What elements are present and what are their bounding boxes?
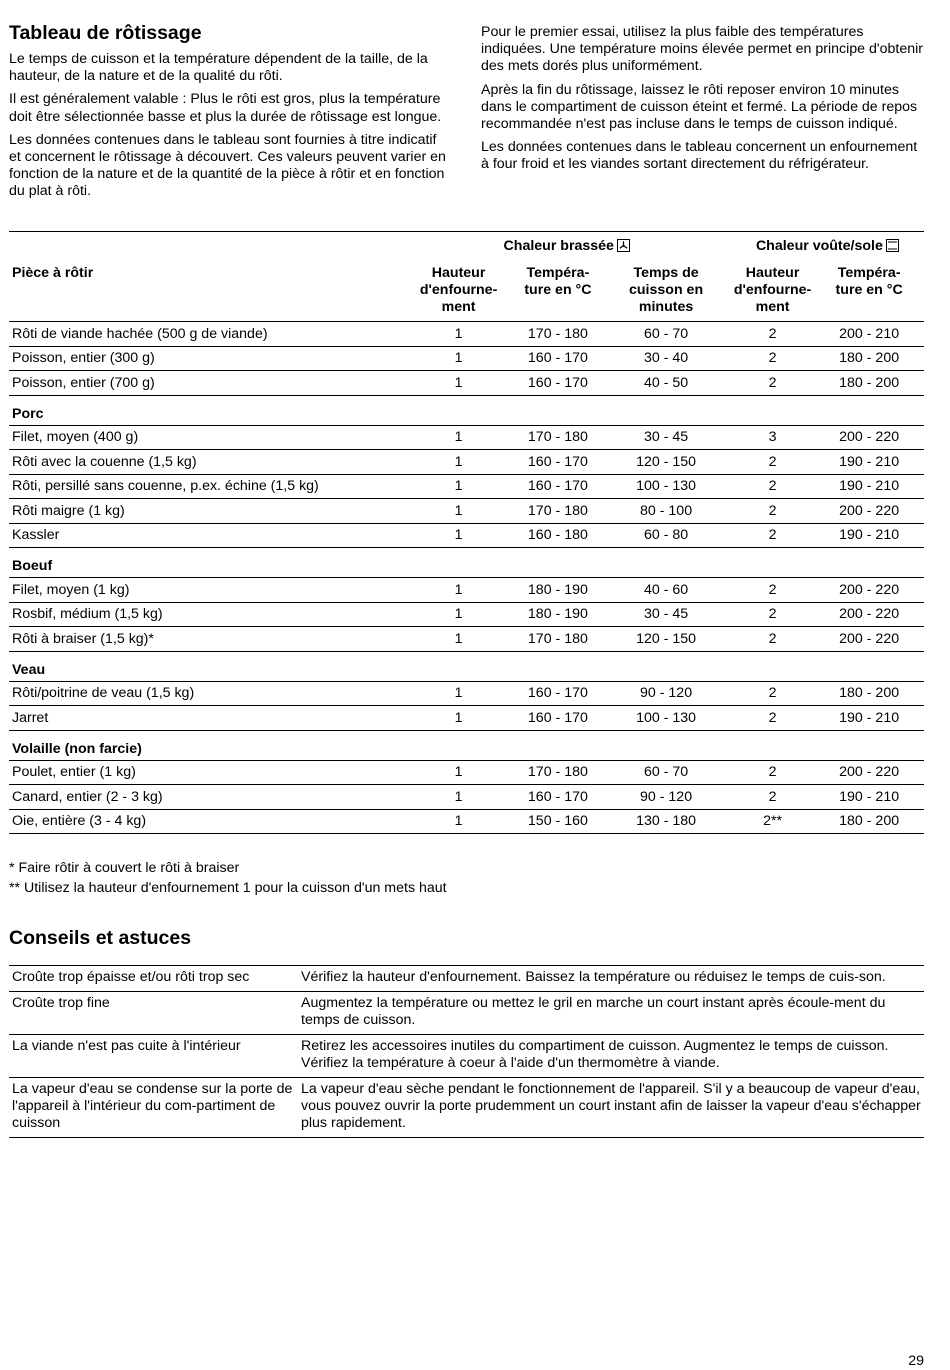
section-title: Porc bbox=[9, 395, 924, 425]
cell-temp-2: 190 - 210 bbox=[814, 450, 924, 475]
table-row bbox=[9, 346, 924, 371]
cell-height-2: 2 bbox=[731, 322, 814, 347]
cell-temp: 170 - 180 bbox=[514, 425, 601, 450]
table-row bbox=[9, 499, 924, 524]
cell-height: 1 bbox=[403, 346, 515, 371]
cell-temp-2: 180 - 200 bbox=[814, 346, 924, 371]
cell-time: 100 - 130 bbox=[601, 474, 730, 499]
tip-problem: Croûte trop épaisse et/ou rôti trop sec bbox=[9, 966, 298, 992]
intro-right-column bbox=[481, 24, 926, 180]
section-row bbox=[9, 395, 924, 425]
intro-paragraph: Après la fin du rôtissage, laissez le rôti reposer environ 10 minutes dans le compartiment de cuisson éteint et fermé. La période de repos recommandée n'est pas incluse dans le temps de cuisson indiqué. bbox=[481, 81, 918, 133]
cell-piece: Rôti avec la couenne (1,5 kg) bbox=[9, 450, 403, 475]
cell-temp: 180 - 190 bbox=[514, 578, 601, 603]
table-row bbox=[9, 627, 924, 652]
cell-time: 120 - 150 bbox=[601, 627, 730, 652]
cell-height: 1 bbox=[403, 760, 515, 785]
cell-height: 1 bbox=[403, 809, 515, 834]
cell-piece: Oie, entière (3 - 4 kg) bbox=[9, 809, 403, 834]
cell-time: 120 - 150 bbox=[601, 450, 730, 475]
table-footnotes bbox=[9, 858, 447, 898]
cell-temp: 160 - 170 bbox=[514, 371, 601, 396]
cell-time: 80 - 100 bbox=[601, 499, 730, 524]
cell-height: 1 bbox=[403, 602, 515, 627]
cell-height: 1 bbox=[403, 474, 515, 499]
table-row bbox=[9, 602, 924, 627]
tips-row bbox=[9, 1035, 924, 1078]
page-number: 29 bbox=[908, 1353, 924, 1369]
cell-time: 100 - 130 bbox=[601, 706, 730, 731]
cell-temp: 160 - 170 bbox=[514, 346, 601, 371]
top-bottom-heat-icon bbox=[886, 239, 899, 256]
cell-piece: Poisson, entier (700 g) bbox=[9, 371, 403, 396]
cell-height-2: 2 bbox=[731, 627, 814, 652]
intro-paragraph: Les données contenues dans le tableau sont fournies à titre indicatif et concernent le rôtissage à découvert. Ces valeurs peuvent varier en fonction de la nature et de la quantité de la pièce à rôtir et en fonction du plat à rôti. bbox=[9, 131, 446, 200]
cell-height-2: 2 bbox=[731, 523, 814, 548]
cell-height-2: 2 bbox=[731, 474, 814, 499]
tip-solution: Retirez les accessoires inutiles du compartiment de cuisson. Augmentez le temps de cuisson. Vérifiez la température à coeur à l'aide d'un thermomètre à viande. bbox=[298, 1035, 924, 1078]
cell-height-2: 2 bbox=[731, 760, 814, 785]
cell-time: 60 - 80 bbox=[601, 523, 730, 548]
cell-temp: 170 - 180 bbox=[514, 499, 601, 524]
cell-height: 1 bbox=[403, 578, 515, 603]
section-title: Volaille (non farcie) bbox=[9, 730, 924, 760]
table-row bbox=[9, 425, 924, 450]
cell-height: 1 bbox=[403, 785, 515, 810]
cell-time: 130 - 180 bbox=[601, 809, 730, 834]
cell-temp-2: 190 - 210 bbox=[814, 706, 924, 731]
tip-solution: Augmentez la température ou mettez le gril en marche un court instant après écoule-ment du temps de cuisson. bbox=[298, 992, 924, 1035]
table-row bbox=[9, 578, 924, 603]
cell-temp: 150 - 160 bbox=[514, 809, 601, 834]
cell-piece: Rosbif, médium (1,5 kg) bbox=[9, 602, 403, 627]
cell-piece: Poulet, entier (1 kg) bbox=[9, 760, 403, 785]
table-row bbox=[9, 474, 924, 499]
table-row bbox=[9, 371, 924, 396]
fan-heat-icon bbox=[617, 239, 630, 256]
cell-height-2: 3 bbox=[731, 425, 814, 450]
cell-piece: Filet, moyen (1 kg) bbox=[9, 578, 403, 603]
cell-height-2: 2 bbox=[731, 681, 814, 706]
cell-temp-2: 190 - 210 bbox=[814, 523, 924, 548]
cell-temp-2: 200 - 220 bbox=[814, 602, 924, 627]
cell-height-2: 2 bbox=[731, 578, 814, 603]
cell-piece: Kassler bbox=[9, 523, 403, 548]
cell-piece: Rôti maigre (1 kg) bbox=[9, 499, 403, 524]
cell-temp-2: 200 - 220 bbox=[814, 760, 924, 785]
cell-time: 60 - 70 bbox=[601, 322, 730, 347]
cell-height-2: 2 bbox=[731, 706, 814, 731]
cell-height: 1 bbox=[403, 450, 515, 475]
section-row bbox=[9, 730, 924, 760]
section-row bbox=[9, 651, 924, 681]
cell-time: 30 - 40 bbox=[601, 346, 730, 371]
tips-title: Conseils et astuces bbox=[9, 927, 192, 949]
tip-problem: Croûte trop fine bbox=[9, 992, 298, 1035]
tips-table bbox=[9, 965, 924, 1138]
col-header-temp: Tempéra- ture en °C bbox=[524, 265, 592, 298]
cell-temp: 170 - 180 bbox=[514, 322, 601, 347]
cell-piece: Rôti à braiser (1,5 kg)* bbox=[9, 627, 403, 652]
cell-time: 30 - 45 bbox=[601, 602, 730, 627]
cell-height: 1 bbox=[403, 499, 515, 524]
footnote: * Faire rôtir à couvert le rôti à braiser bbox=[9, 860, 240, 876]
section-title: Boeuf bbox=[9, 548, 924, 578]
table-row bbox=[9, 706, 924, 731]
tip-problem: La vapeur d'eau se condense sur la porte de l'appareil à l'intérieur du com-partiment de cuisson bbox=[9, 1078, 298, 1138]
cell-piece: Rôti/poitrine de veau (1,5 kg) bbox=[9, 681, 403, 706]
cell-temp-2: 190 - 210 bbox=[814, 785, 924, 810]
footnote: ** Utilisez la hauteur d'enfournement 1 pour la cuisson d'un mets haut bbox=[9, 880, 447, 896]
table-row bbox=[9, 809, 924, 834]
cell-temp-2: 200 - 220 bbox=[814, 578, 924, 603]
cell-temp-2: 200 - 220 bbox=[814, 425, 924, 450]
roasting-table bbox=[9, 231, 924, 834]
cell-height: 1 bbox=[403, 425, 515, 450]
cell-time: 40 - 60 bbox=[601, 578, 730, 603]
cell-temp-2: 200 - 220 bbox=[814, 499, 924, 524]
cell-time: 90 - 120 bbox=[601, 785, 730, 810]
tips-row bbox=[9, 992, 924, 1035]
cell-piece: Poisson, entier (300 g) bbox=[9, 346, 403, 371]
cell-height-2: 2 bbox=[731, 499, 814, 524]
intro-paragraph: Pour le premier essai, utilisez la plus faible des températures indiquées. Une température moins élevée permet en principe d'obtenir des mets dorés plus uniformément. bbox=[481, 24, 923, 75]
cell-temp: 160 - 170 bbox=[514, 474, 601, 499]
cell-time: 30 - 45 bbox=[601, 425, 730, 450]
col-header-time: Temps de cuisson en minutes bbox=[629, 265, 704, 315]
cell-temp: 170 - 180 bbox=[514, 627, 601, 652]
table-row bbox=[9, 450, 924, 475]
column-header-row bbox=[9, 256, 924, 322]
cell-height-2: 2 bbox=[731, 346, 814, 371]
tips-row bbox=[9, 1078, 924, 1138]
section-row bbox=[9, 548, 924, 578]
cell-temp: 160 - 170 bbox=[514, 450, 601, 475]
page-title: Tableau de rôtissage bbox=[9, 22, 202, 44]
cell-piece: Rôti de viande hachée (500 g de viande) bbox=[9, 322, 403, 347]
group-fan-heat: Chaleur brassée bbox=[403, 232, 731, 257]
table-row bbox=[9, 322, 924, 347]
cell-temp: 180 - 190 bbox=[514, 602, 601, 627]
cell-temp: 160 - 170 bbox=[514, 785, 601, 810]
tips-row bbox=[9, 966, 924, 992]
cell-height-2: 2 bbox=[731, 602, 814, 627]
cell-height: 1 bbox=[403, 322, 515, 347]
tip-solution: Vérifiez la hauteur d'enfournement. Baissez la température ou réduisez le temps de cuis-son. bbox=[298, 966, 924, 992]
cell-piece: Filet, moyen (400 g) bbox=[9, 425, 403, 450]
table-row bbox=[9, 523, 924, 548]
table-row bbox=[9, 785, 924, 810]
cell-height: 1 bbox=[403, 681, 515, 706]
cell-height-2: 2 bbox=[731, 371, 814, 396]
cell-piece: Jarret bbox=[9, 706, 403, 731]
cell-height-2: 2 bbox=[731, 450, 814, 475]
cell-temp-2: 190 - 210 bbox=[814, 474, 924, 499]
intro-paragraph: Les données contenues dans le tableau concernent un enfournement à four froid et les viandes sortant directement du réfrigérateur. bbox=[481, 139, 918, 173]
cell-time: 60 - 70 bbox=[601, 760, 730, 785]
intro-paragraph: Il est généralement valable : Plus le rôti est gros, plus la température doit être sélectionnée basse et plus la durée de rôtissage est longue. bbox=[9, 91, 442, 125]
cell-height: 1 bbox=[403, 706, 515, 731]
cell-temp: 160 - 170 bbox=[514, 706, 601, 731]
section-title: Veau bbox=[9, 651, 924, 681]
col-header-temp-2: Tempéra- ture en °C bbox=[835, 265, 903, 298]
tip-solution: La vapeur d'eau sèche pendant le fonctionnement de l'appareil. S'il y a beaucoup de vapeur d'eau, vous pouvez ouvrir la porte prudemment un court instant afin de laisser la vapeur d'eau s'échapper plus rapidement. bbox=[298, 1078, 924, 1138]
group-header-row bbox=[9, 232, 924, 257]
cell-temp: 160 - 180 bbox=[514, 523, 601, 548]
col-header-height-2: Hauteur d'enfourne- ment bbox=[733, 265, 812, 315]
group-top-bottom-heat: Chaleur voûte/sole bbox=[731, 232, 924, 257]
cell-temp-2: 180 - 200 bbox=[814, 371, 924, 396]
cell-temp: 170 - 180 bbox=[514, 760, 601, 785]
cell-time: 40 - 50 bbox=[601, 371, 730, 396]
cell-height: 1 bbox=[403, 627, 515, 652]
table-row bbox=[9, 681, 924, 706]
col-header-piece: Pièce à rôtir bbox=[12, 265, 94, 281]
intro-paragraph: Le temps de cuisson et la température dépendent de la taille, de la hauteur, de la nature et de la qualité du rôti. bbox=[9, 51, 428, 85]
cell-temp-2: 200 - 210 bbox=[814, 322, 924, 347]
cell-height: 1 bbox=[403, 523, 515, 548]
table-row bbox=[9, 760, 924, 785]
cell-temp-2: 200 - 220 bbox=[814, 627, 924, 652]
cell-piece: Canard, entier (2 - 3 kg) bbox=[9, 785, 403, 810]
cell-temp: 160 - 170 bbox=[514, 681, 601, 706]
cell-piece: Rôti, persillé sans couenne, p.ex. échine (1,5 kg) bbox=[9, 474, 403, 499]
cell-height: 1 bbox=[403, 371, 515, 396]
cell-height-2: 2 bbox=[731, 785, 814, 810]
cell-temp-2: 180 - 200 bbox=[814, 809, 924, 834]
tip-problem: La viande n'est pas cuite à l'intérieur bbox=[9, 1035, 298, 1078]
cell-height-2: 2** bbox=[731, 809, 814, 834]
intro-left-column bbox=[9, 51, 449, 207]
cell-temp-2: 180 - 200 bbox=[814, 681, 924, 706]
col-header-height: Hauteur d'enfourne- ment bbox=[419, 265, 498, 315]
cell-time: 90 - 120 bbox=[601, 681, 730, 706]
